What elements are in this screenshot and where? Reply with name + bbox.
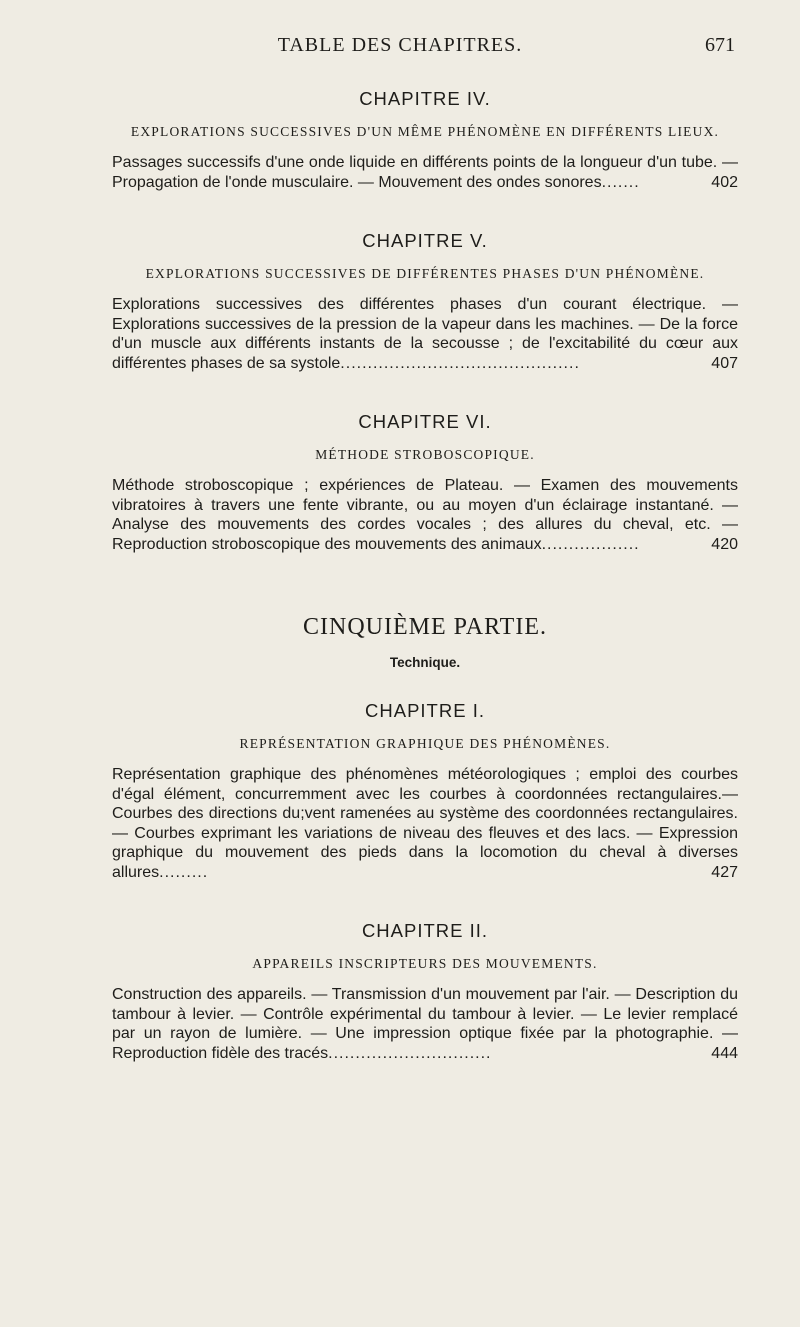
summary-text: Représentation graphique des phénomènes météorologiques ; emploi des courbes d'égal élément, concurremment avec les courbes à coordonnées rectangulaires.—Courbes des directions du;vent ramenées au système des coordonnées rectangulaires. — Courbes exprimant les variations de niveau des fleuves et des lacs. — Expression graphique du mouvement des pieds dans la locomotion du cheval à diverses allures [112,766,738,881]
summary-text: Explorations successives des différentes phases d'un courant électrique. — Explorations successives de la pression de la vapeur dans les machines. — De la force d'un muscle aux différents instants de la secousse ; de l'excitabilité du cœur aux différentes phases de sa systole [112,296,738,372]
chapter-subtitle: MÉTHODE STROBOSCOPIQUE. [315,447,535,462]
chapter-summary [112,765,738,882]
chapter-summary [112,153,738,192]
part-chapter-i [112,700,738,882]
running-title: TABLE DES CHAPITRES. [277,34,523,56]
chapter-summary [112,985,738,1063]
chapter-heading: CHAPITRE VI. [358,411,492,432]
chapter-iv [112,88,738,192]
part-subtitle: Technique. [389,655,461,670]
page-header [0,30,800,60]
part-heading-block [112,614,738,670]
summary-text: Passages successifs d'une onde liquide en différents points de la longueur d'un tube. — Propagation de l'onde musculaire. — Mouvement des ondes sonores [112,154,738,191]
summary-text: Méthode stroboscopique ; expériences de Plateau. — Examen des mouvements vibratoires à travers une fente vibrante, ou au moyen d'un éclairage instantané. — Analyse des mouvements des cordes vocales ; des allures du cheval, etc. — Reproduction stroboscopique des mouvements des animaux [112,477,738,553]
chapter-subtitle: EXPLORATIONS SUCCESSIVES DE DIFFÉRENTES PHASES D'UN PHÉNOMÈNE. [145,266,705,281]
chapter-vi [112,411,738,554]
chapter-heading: CHAPITRE IV. [359,88,491,109]
table-of-contents [112,88,738,1101]
chapter-summary [112,476,738,554]
dot-leader: .............................. [328,1044,492,1062]
dot-leader: ............................................ [340,354,580,372]
chapter-heading: CHAPITRE II. [361,920,489,941]
chapter-heading: CHAPITRE V. [362,230,488,251]
chapter-summary [112,295,738,373]
summary-text: Construction des appareils. — Transmission d'un mouvement par l'air. — Description du tambour à levier. — Contrôle expérimental du tambour à levier. — Le levier remplacé par un rayon de lumière. — Une impression optique fixée par la photographie. — Reproduction fidèle des tracés [112,986,738,1062]
chapter-v [112,230,738,373]
dot-leader: ....... [601,173,640,191]
page-reference: 427 [711,863,738,881]
part-chapter-ii [112,920,738,1063]
dot-leader: ......... [159,863,209,881]
page-reference: 420 [711,535,738,553]
chapter-subtitle: EXPLORATIONS SUCCESSIVES D'UN MÊME PHÉNOMÈNE EN DIFFÉRENTS LIEUX. [130,124,720,139]
page-reference: 407 [711,354,738,372]
dot-leader: .................. [541,535,640,553]
chapter-heading: CHAPITRE I. [365,700,485,721]
part-title: CINQUIÈME PARTIE. [302,614,547,640]
page-reference: 402 [711,173,738,191]
chapter-subtitle: REPRÉSENTATION GRAPHIQUE DES PHÉNOMÈNES. [239,736,611,751]
chapter-subtitle: APPAREILS INSCRIPTEURS DES MOUVEMENTS. [252,956,598,971]
page-number: 671 [705,34,735,56]
page-reference: 444 [711,1044,738,1062]
